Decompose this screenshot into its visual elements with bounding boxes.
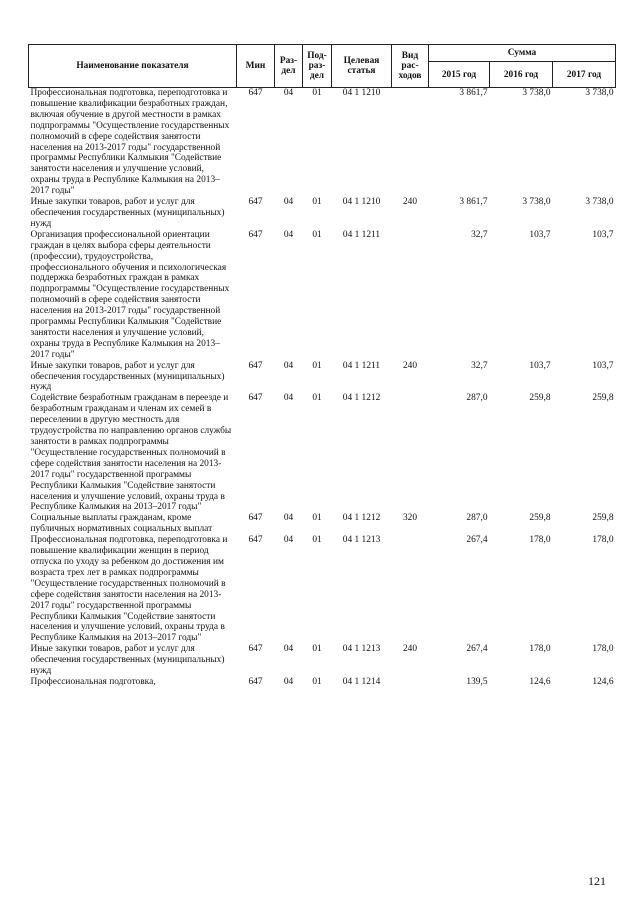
- row-2015: 32,7: [471, 229, 488, 240]
- row-name: Профессиональная подготовка, переподготовка и повышение квалификации безработных граждан, включая обучение в другой местности в рамках подпрограммы "Осуществление государственных полномочий в сфере содействия занятости населения на 2013-2017 годы" государственной программы Республики Калмыкия "Содействие занятости населения и улучшение условий, охраны труда в Республике Калмыкия на 2013–2017 годы": [30, 88, 230, 197]
- row-2015: 287,0: [466, 393, 488, 404]
- row-2017: 103,7: [592, 360, 614, 371]
- row-min: 647: [248, 393, 263, 404]
- row-min: 647: [248, 229, 263, 240]
- row-2017: 103,7: [592, 229, 614, 240]
- row-podrazdel: 01: [312, 676, 322, 687]
- row-min: 647: [248, 88, 263, 98]
- table-row: [29, 513, 616, 535]
- row-2015: 32,7: [471, 360, 488, 371]
- header-statya: Целевая статья: [332, 45, 392, 88]
- row-statya: 04 1 1212: [342, 393, 381, 404]
- header-razdel: Раз- дел: [275, 45, 303, 88]
- row-name: Иные закупки товаров, работ и услуг для обеспечения государственных (муниципальных) нужд: [30, 197, 225, 229]
- row-vid: 320: [402, 513, 418, 524]
- row-2016: 259,8: [529, 513, 551, 524]
- header-2015: 2015 год: [429, 62, 490, 88]
- row-razdel: 04: [283, 88, 294, 98]
- row-2016: 103,7: [529, 360, 551, 371]
- row-statya: 04 1 1212: [342, 513, 381, 524]
- row-2015: 267,4: [466, 644, 488, 655]
- row-podrazdel: 01: [312, 644, 322, 655]
- row-razdel: 04: [283, 644, 294, 655]
- row-2017: 178,0: [592, 535, 614, 546]
- row-name: Профессиональная подготовка,: [30, 676, 156, 687]
- row-podrazdel: 01: [312, 229, 322, 240]
- table-row: [29, 677, 616, 688]
- row-2016: 103,7: [529, 229, 551, 240]
- page-number: 121: [588, 874, 606, 888]
- row-vid: 240: [402, 644, 418, 655]
- row-2015: 287,0: [466, 513, 488, 524]
- header-2016: 2016 год: [490, 62, 553, 88]
- row-min: 647: [248, 513, 263, 524]
- row-2017: 3 738,0: [585, 88, 614, 98]
- row-statya: 04 1 1210: [342, 197, 381, 208]
- header-podrazdel: Под- раз- дел: [303, 45, 332, 88]
- row-2017: 178,0: [592, 644, 614, 655]
- row-vid: 240: [402, 197, 418, 208]
- row-podrazdel: 01: [312, 513, 322, 524]
- budget-table: [28, 44, 616, 688]
- row-razdel: 04: [283, 393, 294, 404]
- row-min: 647: [248, 535, 263, 546]
- row-statya: 04 1 1211: [342, 360, 381, 371]
- header-2017: 2017 год: [553, 62, 616, 88]
- row-name: Содействие безработным гражданам в переезде и безработным гражданам и членам их семей в переселении в другую местность для трудоустройства по направлению органов службы занятости в рамках подпрограммы "Осуществление государственных полномочий в сфере содействия занятости населения на 2013-2017 годы" государственной программы Республики Калмыкия "Содействие занятости населения и улучшение условий, охраны труда в Республике Калмыкия на 2013–2017 годы": [30, 393, 232, 513]
- row-2016: 3 738,0: [522, 88, 551, 98]
- row-2015: 3 861,7: [459, 197, 488, 208]
- row-podrazdel: 01: [312, 360, 322, 371]
- row-razdel: 04: [283, 197, 294, 208]
- row-statya: 04 1 1213: [342, 535, 381, 546]
- row-razdel: 04: [283, 535, 294, 546]
- row-2016: 3 738,0: [522, 197, 551, 208]
- row-statya: 04 1 1211: [342, 229, 381, 240]
- row-vid: [392, 393, 429, 513]
- header-name: Наименование показателя: [29, 45, 237, 88]
- header-summa: Сумма: [429, 45, 616, 62]
- row-podrazdel: 01: [312, 88, 322, 98]
- header-vid: Вид рас- ходов: [392, 45, 429, 88]
- row-name: Социальные выплаты гражданам, кроме публичных нормативных социальных выплат: [30, 513, 213, 535]
- row-razdel: 04: [283, 513, 294, 524]
- row-podrazdel: 01: [312, 197, 322, 208]
- row-2015: 3 861,7: [459, 88, 488, 98]
- table-row: [29, 361, 616, 394]
- row-min: 647: [248, 644, 263, 655]
- table-row: [29, 535, 616, 644]
- table-row: [29, 197, 616, 230]
- row-razdel: 04: [283, 676, 294, 687]
- row-statya: 04 1 1210: [342, 88, 381, 98]
- row-name: Профессиональная подготовка, переподготовка и повышение квалификации женщин в период отпуска по уходу за ребенком до достижения им возраста трех лет в рамках подпрограммы "Осуществление государственных полномочий в сфере содействия занятости населения на 2013-2017 годы" государственной программы Республики Калмыкия "Содействие занятости населения и улучшение условий, охраны труда в Республике Калмыкия на 2013–2017 годы": [30, 535, 228, 644]
- row-2015: 139,5: [466, 676, 488, 687]
- row-vid: 240: [402, 360, 418, 371]
- table-row: [29, 393, 616, 513]
- row-2017: 3 738,0: [585, 197, 614, 208]
- row-2016: 124,6: [529, 676, 551, 687]
- row-name: Иные закупки товаров, работ и услуг для обеспечения государственных (муниципальных) нужд: [30, 644, 225, 677]
- row-statya: 04 1 1213: [342, 644, 381, 655]
- table-row: [29, 644, 616, 677]
- table-body: [29, 88, 616, 688]
- table-row: [29, 230, 616, 361]
- row-podrazdel: 01: [312, 393, 322, 404]
- row-vid: [392, 535, 429, 644]
- row-2016: 178,0: [529, 644, 551, 655]
- row-2017: 259,8: [592, 513, 614, 524]
- row-podrazdel: 01: [312, 535, 322, 546]
- row-2017: 124,6: [592, 676, 614, 687]
- table-header: [29, 45, 616, 88]
- header-min: Мин: [237, 45, 275, 88]
- row-statya: 04 1 1214: [342, 676, 381, 687]
- row-vid: [392, 88, 429, 198]
- row-name: Иные закупки товаров, работ и услуг для обеспечения государственных (муниципальных) нужд: [30, 360, 225, 393]
- row-name: Организация профессиональной ориентации граждан в целях выбора сферы деятельности (профессии), трудоустройства, профессионального обучения и психологическая поддержка безработных граждан в рамках подпрограммы "Осуществление государственных полномочий в сфере содействия занятости населения на 2013-2017 годы" государственной программы Республики Калмыкия "Содействие занятости населения и улучшение условий, охраны труда в Республике Калмыкия на 2013–2017 годы": [30, 229, 230, 360]
- row-vid: [392, 230, 429, 361]
- row-2016: 259,8: [529, 393, 551, 404]
- row-razdel: 04: [283, 229, 294, 240]
- table-row: [29, 88, 616, 198]
- row-2017: 259,8: [592, 393, 614, 404]
- row-2016: 178,0: [529, 535, 551, 546]
- row-razdel: 04: [283, 360, 294, 371]
- row-min: 647: [248, 197, 263, 208]
- row-min: 647: [248, 676, 263, 687]
- row-2015: 267,4: [466, 535, 488, 546]
- row-vid: [392, 677, 429, 688]
- row-min: 647: [248, 360, 263, 371]
